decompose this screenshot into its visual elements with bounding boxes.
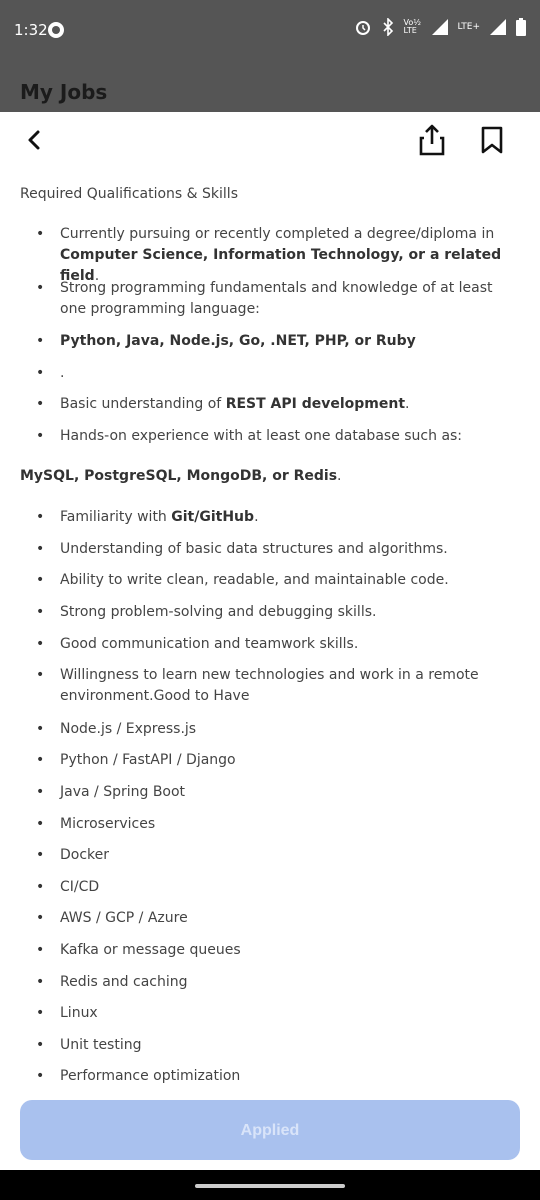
list-item: • AWS / GCP / Azure (60, 908, 510, 929)
list-item: • Hands-on experience with at least one database such as: (60, 426, 510, 447)
list-item: • Kafka or message queues (60, 940, 510, 961)
list-item: • . (60, 363, 510, 384)
list-item: • Currently pursuing or recently completed a degree/diploma in Computer Science, Information Technology, or a related field. (60, 224, 510, 287)
page-title: My Jobs (20, 80, 108, 104)
list-item: • CI/CD (60, 877, 510, 898)
list-item: • Strong problem-solving and debugging skills. (60, 602, 510, 623)
list-item: • Python / FastAPI / Django (60, 750, 510, 771)
list-item: • Strong programming fundamentals and knowledge of at least one programming language: (60, 278, 510, 320)
navigation-bar (0, 1170, 540, 1200)
list-item: • Ability to write clean, readable, and maintainable code. (60, 570, 510, 591)
list-item: • Unit testing (60, 1035, 510, 1056)
list-item: • Microservices (60, 814, 510, 835)
status-bar (0, 0, 540, 62)
list-item: • Python, Java, Node.js, Go, .NET, PHP, or Ruby (60, 331, 510, 352)
status-time: 1:32 (14, 21, 48, 39)
job-description (0, 176, 540, 1088)
list-item: • Redis and caching (60, 972, 510, 993)
lte-plus-icon: LTE+ (457, 22, 480, 32)
list-item: • Willingness to learn new technologies and work in a remote environment.Good to Have (60, 665, 510, 707)
volte-icon: Vo½ LTE (403, 18, 421, 35)
job-details-sheet (0, 112, 540, 1170)
section-title: Required Qualifications & Skills (20, 186, 238, 202)
list-item: • Linux (60, 1003, 510, 1024)
home-indicator[interactable] (195, 1184, 345, 1188)
list-item: • Understanding of basic data structures and algorithms. (60, 539, 510, 560)
share-icon[interactable] (418, 124, 446, 156)
bluetooth-icon (382, 18, 394, 36)
back-icon[interactable] (22, 128, 46, 152)
signal-icon (432, 19, 448, 35)
list-item: • Basic understanding of REST API development. (60, 394, 510, 415)
list-item: • Familiarity with Git/GitHub. (60, 507, 510, 528)
toolbar (0, 112, 540, 168)
list-item: • Docker (60, 845, 510, 866)
bookmark-icon[interactable] (480, 126, 504, 154)
signal-icon (490, 19, 506, 35)
applied-button[interactable]: Applied (20, 1100, 520, 1160)
list-item: • Java / Spring Boot (60, 782, 510, 803)
battery-icon (516, 18, 526, 36)
list-item: • Node.js / Express.js (60, 719, 510, 740)
database-list: MySQL, PostgreSQL, MongoDB, or Redis. (20, 468, 342, 484)
list-item: • Good communication and teamwork skills. (60, 634, 510, 655)
alarm-icon (354, 18, 372, 36)
whatsapp-icon (46, 20, 66, 40)
background-header (0, 62, 540, 114)
status-icons (354, 18, 527, 36)
list-item: • Performance optimization (60, 1066, 510, 1087)
